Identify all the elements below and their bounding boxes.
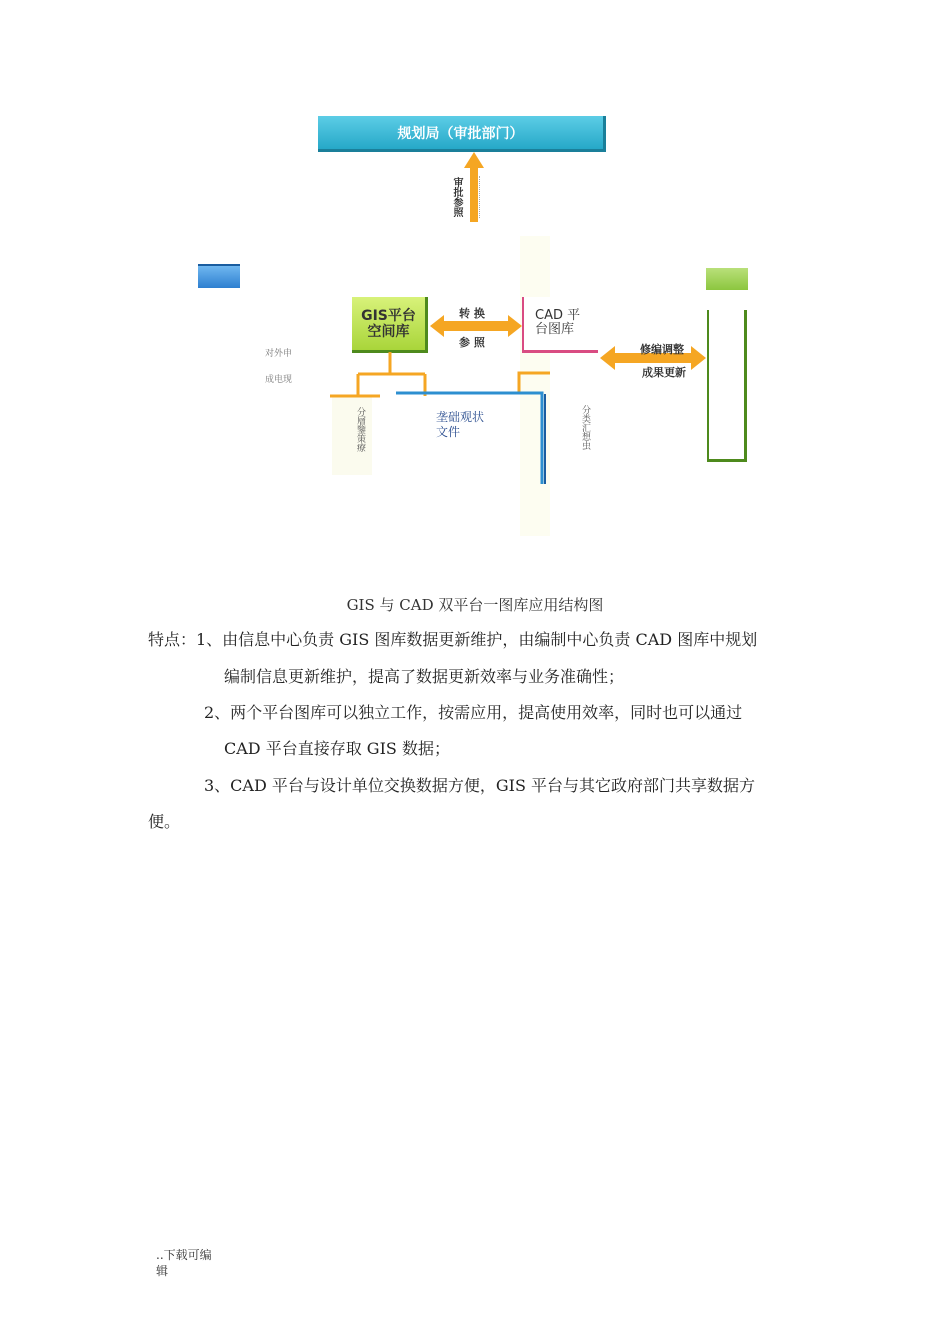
feature-paragraph-2-line-1: 2、两个平台图库可以独立工作，按需应用，提高使用效率，同时也可以通过 [204,703,743,722]
center-arrow-top-label: 转 换 [459,307,485,320]
footer-line-2: 辑 [156,1264,169,1278]
page-footer [156,1247,212,1279]
gis-box-line2: 空间库 [367,323,410,340]
feature-paragraph-1-line-2: 编制信息更新维护，提高了数据更新效率与业务准确性； [224,667,625,686]
faint-tick-marks [479,176,482,218]
base-file-label-line1: 垄础观状 [436,410,485,424]
feature-paragraph-2-line-2: CAD 平台直接存取 GIS 数据； [224,739,450,758]
left-faint-label-1: 对外申 [265,349,293,359]
right-arrow-bottom-label: 成果更新 [642,366,686,379]
center-arrow-bottom-label: 参 照 [459,336,485,349]
left-vertical-label: 分層鑒策療 [355,407,365,452]
structure-diagram [0,0,950,560]
planning-bureau-label: 规划局（审批部门） [397,125,524,142]
feature-paragraph-1-line-1: 特点：1、由信息中心负责 GIS 图库数据更新维护，由编制中心负责 CAD 图库中规划 [148,630,758,649]
up-arrow [462,152,486,222]
footer-line-1: ..下载可编 [156,1248,212,1262]
gis-platform-box [352,297,428,353]
base-file-label-line2: 文件 [436,425,461,439]
feature-paragraph-3-line-2: 便。 [148,812,181,831]
right-vertical-label: 分类汇想虫 [580,405,590,450]
cad-platform-box [522,297,598,353]
blue-side-icon [198,264,240,288]
figure-caption: GIS 与 CAD 双平台一图库应用结构图 [346,596,604,614]
right-arrow-top-label: 修编调整 [640,343,684,356]
planning-bureau-box [318,116,606,152]
diagram-faint-panel [332,395,372,475]
left-faint-label-2: 成电现 [265,375,293,385]
feature-paragraph-3-line-1: 3、CAD 平台与设计单位交换数据方便，GIS 平台与其它政府部门共享数据方 [204,776,756,795]
cad-box-line2: 台图库 [535,322,575,337]
green-side-icon [706,268,748,290]
base-file-label [436,410,484,440]
green-frame [707,310,747,462]
approval-reference-label: 审批参照 [451,177,462,217]
cad-box-line1: CAD 平 [535,308,581,323]
gis-box-line1: GIS平台 [361,307,416,324]
